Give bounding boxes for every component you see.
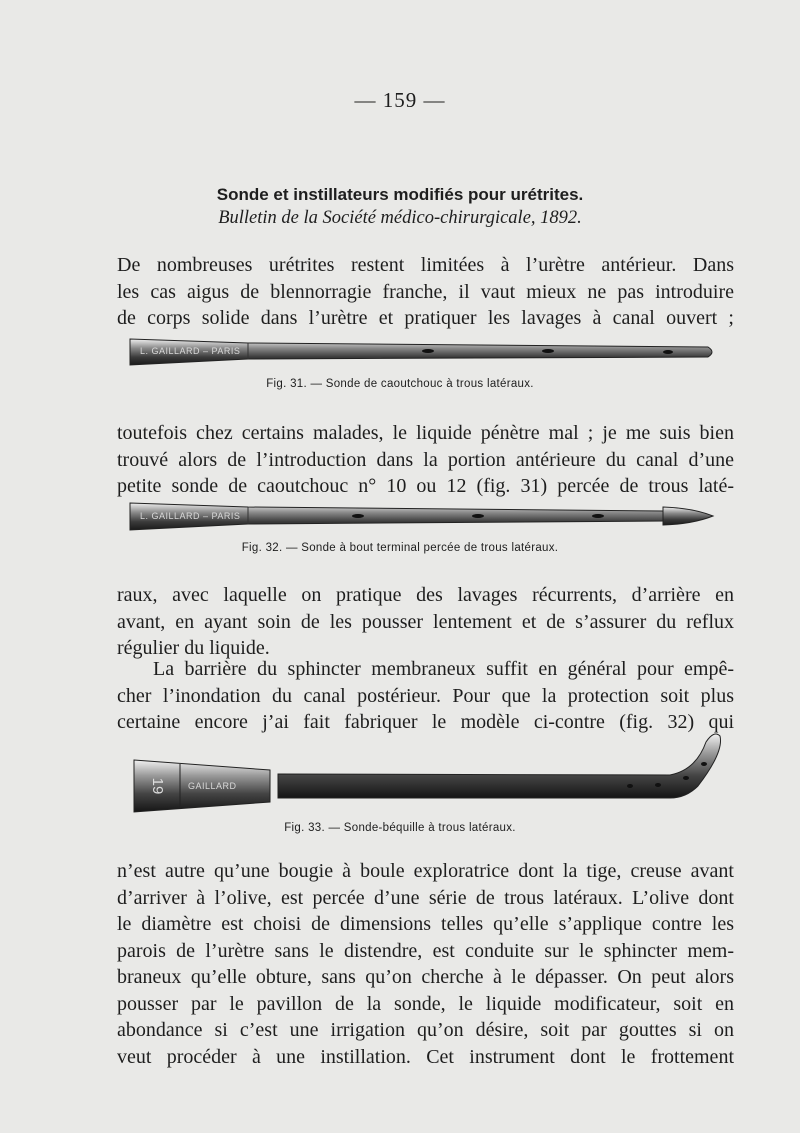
paragraph-1	[117, 252, 734, 332]
text-line: n’est autre qu’une bougie à boule exploratrice dont la tige, creuse avant	[117, 860, 734, 882]
text-line: le diamètre est choisi de dimensions telles qu’elle s’applique contre les	[117, 913, 734, 935]
text-line: parois de l’urètre sans le distendre, est conduite sur le sphincter mem-	[117, 939, 734, 962]
instrument-maker-mark: GAILLARD	[188, 781, 237, 791]
paragraph-2	[117, 420, 734, 500]
figure-33-catheter	[130, 728, 726, 820]
text-line: braneux qu’elle obture, sans qu’on cherche à le dépasser. On peut alors	[117, 966, 734, 988]
figure-32-caption: Fig. 32. — Sonde à bout terminal percée de trous latéraux.	[241, 542, 559, 554]
instrument-maker-mark: L. GAILLARD – PARIS	[140, 346, 241, 356]
text-line: De nombreuses urétrites restent limitées à l’urètre antérieur. Dans	[117, 254, 734, 276]
figure-32-catheter	[128, 498, 720, 534]
paragraph-3	[117, 582, 734, 662]
text-line: certaine encore j’ai fait fabriquer le modèle ci-contre (fig. 32) qui	[117, 711, 734, 733]
text-line: cher l’inondation du canal postérieur. Pour que la protection soit plus	[117, 684, 734, 707]
figure-33-caption: Fig. 33. — Sonde-béquille à trous latéraux.	[284, 822, 516, 834]
article-title: Sonde et instillateurs modifiés pour urétrites.	[216, 185, 584, 204]
text-line: de corps solide dans l’urètre et pratiquer les lavages à canal ouvert ;	[117, 307, 734, 329]
figure-31-caption: Fig. 31. — Sonde de caoutchouc à trous latéraux.	[266, 378, 534, 390]
instrument-maker-mark: L. GAILLARD – PARIS	[140, 511, 241, 521]
text-line: toutefois chez certains malades, le liquide pénètre mal ; je me suis bien	[117, 422, 734, 444]
article-subtitle: Bulletin de la Société médico-chirurgicale, 1892.	[218, 208, 582, 228]
text-line: abondance si c’est une irrigation qu’on désire, soit par gouttes si on	[117, 1019, 734, 1041]
text-line: La barrière du sphincter membraneux suffit en général pour empê-	[153, 658, 734, 680]
text-line: veut procéder à une instillation. Cet instrument dont le frottement	[117, 1045, 734, 1068]
text-line: les cas aigus de blennorragie franche, il vaut mieux ne pas introduire	[117, 280, 734, 303]
page-number: — 159 —	[354, 88, 446, 112]
text-line: raux, avec laquelle on pratique des lavages récurrents, d’arrière en	[117, 584, 734, 606]
text-line: avant, en ayant soin de les pousser lentement et de s’assurer du reflux	[117, 610, 734, 633]
paragraph-4	[117, 656, 734, 736]
text-line: petite sonde de caoutchouc n° 10 ou 12 (fig. 31) percée de trous laté-	[117, 475, 734, 497]
text-line: régulier du liquide.	[117, 637, 270, 659]
text-line: trouvé alors de l’introduction dans la portion antérieure du canal d’une	[117, 448, 734, 471]
figure-31-catheter	[128, 335, 718, 369]
paragraph-5	[117, 858, 734, 1070]
text-line: pousser par le pavillon de la sonde, le liquide modificateur, soit en	[117, 992, 734, 1015]
text-line: d’arriver à l’olive, est percée d’une série de trous latéraux. L’olive dont	[117, 886, 734, 909]
instrument-size-number: 19	[149, 777, 166, 795]
